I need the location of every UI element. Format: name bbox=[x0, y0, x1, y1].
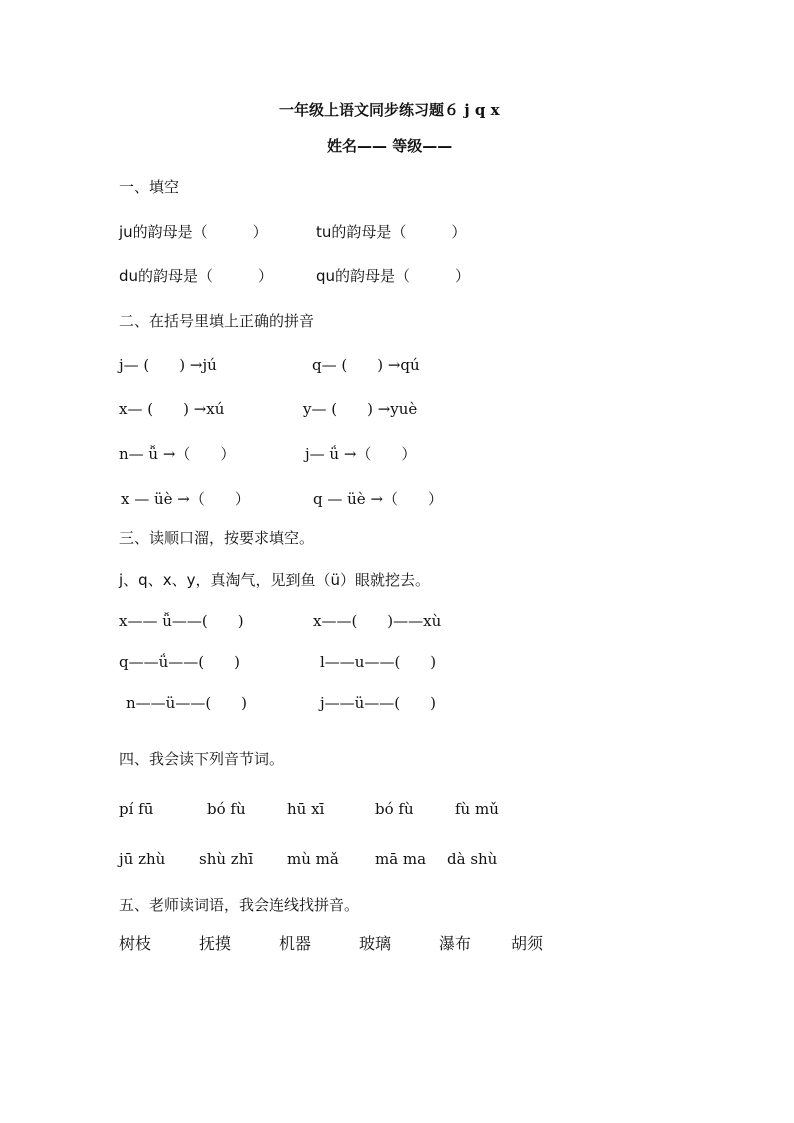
rhyme-row1-b: x——( )——xù bbox=[313, 612, 442, 630]
syllable-row2-5: dà shù bbox=[447, 850, 498, 868]
section-4-heading: 四、我会读下列音节词。 bbox=[119, 750, 285, 768]
syllable-row1-5: fù mǔ bbox=[455, 800, 499, 818]
pinyin-row3-b: j— ǘ →（ ） bbox=[305, 445, 417, 463]
word-1: 树枝 bbox=[119, 934, 152, 953]
pinyin-row2-a: x— ( ) →xú bbox=[119, 400, 225, 418]
fill-qu: qu的韵母是（ ） bbox=[316, 267, 471, 285]
fill-du: du的韵母是（ ） bbox=[119, 267, 274, 285]
syllable-row1-3: hū xī bbox=[287, 800, 325, 818]
rhyme-row3-b: j——ü——( ) bbox=[320, 694, 437, 712]
fill-ju: ju的韵母是（ ） bbox=[119, 223, 268, 241]
rhyme-row3-a: n——ü——( ) bbox=[126, 694, 248, 712]
pinyin-row1-b: q— ( ) →qú bbox=[312, 356, 420, 374]
rhyme-text: j、q、x、y，真淘气，见到鱼（ü）眼就挖去。 bbox=[119, 571, 430, 589]
section-5-heading: 五、老师读词语，我会连线找拼音。 bbox=[119, 896, 360, 914]
word-4: 玻璃 bbox=[359, 934, 392, 953]
pinyin-row4-b: q — üè →（ ） bbox=[313, 490, 444, 508]
syllable-row1-4: bó fù bbox=[375, 800, 414, 818]
rhyme-row1-a: x—— ǚ——( ) bbox=[119, 612, 244, 630]
syllable-row1-1: pí fū bbox=[119, 800, 154, 818]
pinyin-row1-a: j— ( ) →jú bbox=[119, 356, 217, 374]
syllable-row2-4: mā ma bbox=[375, 850, 427, 868]
syllable-row2-3: mù mǎ bbox=[287, 850, 339, 868]
syllable-row2-2: shù zhī bbox=[199, 850, 254, 868]
syllable-row1-2: bó fù bbox=[207, 800, 246, 818]
section-2-heading: 二、在括号里填上正确的拼音 bbox=[119, 312, 315, 330]
word-5: 瀑布 bbox=[439, 934, 472, 953]
syllable-row2-1: jū zhù bbox=[119, 850, 166, 868]
page-title: 一年级上语文同步练习题６ j q x bbox=[279, 101, 500, 119]
rhyme-row2-b: l——u——( ) bbox=[320, 653, 437, 671]
section-1-heading: 一、填空 bbox=[119, 178, 180, 196]
pinyin-row2-b: y— ( ) →yuè bbox=[303, 400, 418, 418]
word-2: 抚摸 bbox=[199, 934, 232, 953]
word-3: 机器 bbox=[279, 934, 312, 953]
section-3-heading: 三、读顺口溜，按要求填空。 bbox=[119, 529, 315, 547]
pinyin-row4-a: x — üè →（ ） bbox=[121, 490, 250, 508]
rhyme-row2-a: q——ǘ——( ) bbox=[119, 653, 240, 671]
fill-tu: tu的韵母是（ ） bbox=[316, 223, 467, 241]
pinyin-row3-a: n— ǚ →（ ） bbox=[119, 445, 236, 463]
word-6: 胡须 bbox=[511, 934, 544, 953]
name-grade-line: 姓名—— 等级—— bbox=[327, 137, 453, 155]
